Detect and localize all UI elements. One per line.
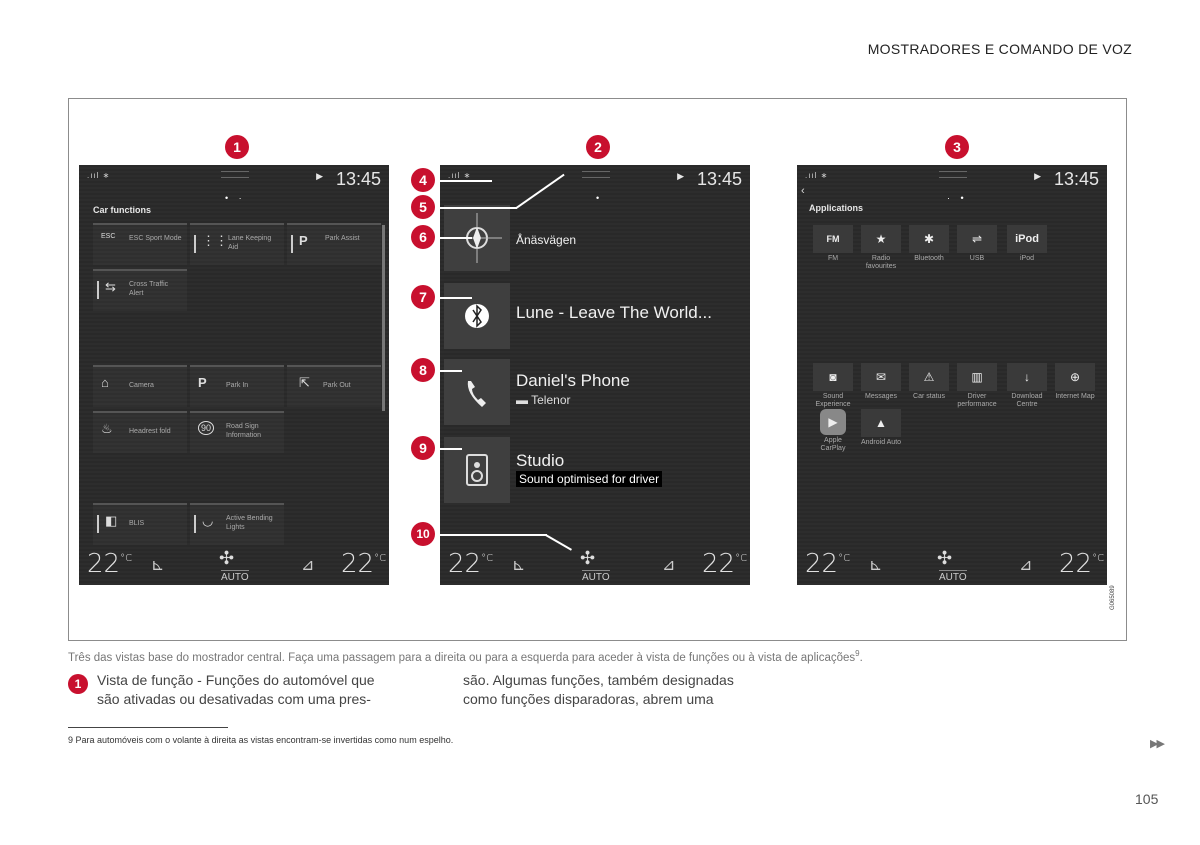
app-label: Radio favourites bbox=[865, 255, 897, 270]
callout-2: 2 bbox=[586, 135, 610, 159]
temp-left-value: 22 bbox=[805, 549, 839, 579]
leader-line-7 bbox=[432, 297, 472, 299]
app-usb[interactable] bbox=[955, 225, 999, 263]
fan-icon[interactable]: ✣ bbox=[580, 548, 596, 568]
auto-label[interactable]: AUTO bbox=[221, 572, 249, 583]
back-icon[interactable]: ‹ bbox=[801, 185, 805, 197]
page-indicator: • bbox=[596, 193, 604, 203]
navigation-tile[interactable] bbox=[440, 201, 750, 275]
app-bluetooth[interactable] bbox=[907, 225, 951, 263]
messages-icon: ✉ bbox=[861, 363, 901, 391]
clock: 13:45 bbox=[335, 169, 381, 189]
drag-handle[interactable] bbox=[939, 171, 967, 178]
tile-label: Park Out bbox=[323, 382, 351, 389]
tile-label: Camera bbox=[129, 382, 154, 389]
body-line: como funções disparadoras, abrem uma bbox=[463, 691, 714, 707]
tile-label: Cross Traffic Alert bbox=[129, 281, 169, 297]
navigation-title: Ånäsvägen bbox=[516, 233, 577, 247]
toggle-indicator bbox=[194, 515, 196, 533]
bending-lights-icon: ◡ bbox=[202, 513, 214, 528]
app-label: Sound Experience bbox=[815, 393, 851, 408]
status-bar bbox=[79, 165, 389, 193]
seat-heat-left-icon[interactable]: ⊾ bbox=[512, 557, 526, 574]
fan-icon[interactable]: ✣ bbox=[219, 548, 235, 568]
signal-icon: .ııl ∗ bbox=[805, 171, 829, 180]
image-code: G065089 bbox=[1110, 585, 1116, 610]
temp-left[interactable] bbox=[805, 549, 850, 579]
esc-icon: ESC bbox=[101, 233, 116, 240]
temp-unit: °C bbox=[120, 553, 133, 564]
caption-end: . bbox=[859, 651, 863, 664]
temp-right[interactable] bbox=[702, 549, 747, 579]
download-icon: ↓ bbox=[1007, 363, 1047, 391]
ipod-icon: iPod bbox=[1007, 225, 1047, 253]
app-sound-experience[interactable] bbox=[811, 363, 855, 409]
callout-1: 1 bbox=[225, 135, 249, 159]
tile-lane-keeping-aid[interactable] bbox=[190, 223, 284, 265]
app-label: Bluetooth bbox=[914, 255, 944, 262]
network-name: Telenor bbox=[531, 393, 571, 407]
tile-park-in[interactable] bbox=[190, 365, 284, 407]
clock: 13:45 bbox=[696, 169, 742, 189]
tile-label: Park In bbox=[226, 382, 249, 389]
toggle-indicator bbox=[194, 235, 196, 253]
leader-line-9 bbox=[432, 448, 462, 450]
tile-blis[interactable] bbox=[93, 503, 187, 545]
climate-bar bbox=[797, 543, 1107, 585]
tile-label: Headrest fold bbox=[129, 428, 171, 435]
seat-heat-left-icon[interactable]: ⊾ bbox=[151, 557, 165, 574]
tile-esc-sport-mode[interactable] bbox=[93, 223, 187, 265]
temp-left[interactable] bbox=[87, 549, 132, 579]
phone-icon bbox=[444, 359, 510, 425]
drag-handle[interactable] bbox=[582, 171, 610, 178]
android-auto-icon: ▲ bbox=[861, 409, 901, 437]
drag-handle[interactable] bbox=[221, 171, 249, 178]
app-label: Driver performance bbox=[957, 393, 997, 408]
callout-6: 6 bbox=[411, 225, 435, 249]
speaker-icon bbox=[444, 437, 510, 503]
temp-unit: °C bbox=[1092, 553, 1105, 564]
page-header-title: MOSTRADORES E COMANDO DE VOZ bbox=[867, 41, 1132, 57]
leader-line-8 bbox=[432, 370, 462, 372]
temp-left[interactable] bbox=[448, 549, 493, 579]
home-view-screen bbox=[440, 165, 750, 585]
app-label: iPod bbox=[1019, 255, 1034, 262]
app-label: Messages bbox=[865, 393, 897, 400]
app-apple-carplay[interactable] bbox=[811, 409, 855, 453]
tile-label: BLIS bbox=[129, 520, 145, 527]
temp-left-value: 22 bbox=[87, 549, 121, 579]
body-line: são ativadas ou desativadas com uma pres- bbox=[97, 691, 371, 707]
status-bar bbox=[440, 165, 750, 193]
headrest-icon: ♨ bbox=[101, 421, 113, 436]
section-title: Applications bbox=[809, 203, 864, 213]
app-ipod[interactable] bbox=[1005, 225, 1049, 263]
lane-icon: ⋮⋮ bbox=[202, 233, 228, 248]
scrollbar[interactable] bbox=[382, 225, 385, 411]
temp-unit: °C bbox=[481, 553, 494, 564]
page-indicator: · • bbox=[947, 193, 968, 203]
app-label: Apple CarPlay bbox=[820, 437, 846, 452]
app-android-auto[interactable] bbox=[859, 409, 903, 447]
fan-icon[interactable]: ✣ bbox=[937, 548, 953, 568]
leader-line-10 bbox=[432, 534, 547, 536]
phone-title: Daniel's Phone bbox=[516, 371, 630, 390]
footnote-number: 9 bbox=[68, 735, 74, 745]
function-view-screen bbox=[79, 165, 389, 585]
bluetooth-icon bbox=[444, 283, 510, 349]
temp-right[interactable] bbox=[341, 549, 386, 579]
app-car-status[interactable] bbox=[907, 363, 951, 401]
speaker-icon: ◙ bbox=[813, 363, 853, 391]
tile-label: Lane Keeping Aid bbox=[228, 235, 272, 251]
tile-active-bending-lights[interactable] bbox=[190, 503, 284, 545]
toggle-indicator bbox=[291, 235, 293, 253]
bar-chart-icon: ▥ bbox=[957, 363, 997, 391]
body-line: são. Algumas funções, também designadas bbox=[463, 672, 734, 688]
app-label: USB bbox=[969, 255, 985, 262]
app-driver-performance[interactable] bbox=[955, 363, 999, 409]
media-title: Lune - Leave The World... bbox=[516, 303, 712, 322]
tile-label: Road Sign Information bbox=[226, 423, 262, 439]
audio-subtitle: Sound optimised for driver bbox=[516, 471, 662, 487]
tile-park-out[interactable] bbox=[287, 365, 381, 407]
temp-unit: °C bbox=[735, 553, 748, 564]
road-sign-icon: 90 bbox=[198, 421, 214, 435]
auto-label[interactable]: AUTO bbox=[939, 572, 967, 583]
app-radio-favourites[interactable] bbox=[859, 225, 903, 271]
body-line: Vista de função - Funções do automóvel que bbox=[97, 672, 375, 688]
network-icon: ▬ bbox=[516, 393, 532, 407]
play-icon: ▶ bbox=[1034, 171, 1041, 181]
toggle-indicator bbox=[97, 515, 99, 533]
tile-label: Park Assist bbox=[325, 235, 360, 242]
page-number: 105 bbox=[1135, 791, 1159, 807]
page-indicator: • · bbox=[225, 193, 246, 203]
park-out-icon: ⇱ bbox=[299, 375, 310, 390]
signal-icon: .ııl ∗ bbox=[448, 171, 472, 180]
figure-caption bbox=[68, 649, 863, 664]
temp-unit: °C bbox=[374, 553, 387, 564]
usb-icon: ⇌ bbox=[957, 225, 997, 253]
app-label: Android Auto bbox=[860, 439, 902, 446]
audio-title: Studio bbox=[516, 451, 565, 470]
seat-heat-right-icon[interactable]: ⊿ bbox=[1019, 557, 1033, 574]
play-icon: ▶ bbox=[677, 171, 684, 181]
compass-icon: ⊕ bbox=[1055, 363, 1095, 391]
callout-4: 4 bbox=[411, 168, 435, 192]
temp-right-value: 22 bbox=[341, 549, 375, 579]
caption-text: Três das vistas base do mostrador central. Faça uma passagem para a direita ou para a esquerda para aceder à vista de funções ou à vista de aplicações bbox=[68, 651, 856, 664]
fm-icon: FM bbox=[813, 225, 853, 253]
tile-cross-traffic-alert[interactable] bbox=[93, 269, 187, 311]
footnote-text: Para automóveis com o volante à direita as vistas encontram-se invertidas como num espelho. bbox=[75, 735, 454, 745]
signal-icon: .ııl ∗ bbox=[87, 171, 111, 180]
tile-park-assist[interactable] bbox=[287, 223, 381, 265]
climate-bar bbox=[440, 543, 750, 585]
footnote-ref[interactable]: 9 bbox=[855, 649, 860, 658]
temp-right-value: 22 bbox=[702, 549, 736, 579]
blis-icon: ◧ bbox=[105, 513, 118, 528]
auto-label[interactable]: AUTO bbox=[582, 572, 610, 583]
app-internet-map[interactable] bbox=[1053, 363, 1097, 401]
climate-bar bbox=[79, 543, 389, 585]
app-label: Car status bbox=[913, 393, 945, 400]
warning-icon: ⚠ bbox=[909, 363, 949, 391]
callout-3: 3 bbox=[945, 135, 969, 159]
cross-traffic-icon: ⇆ bbox=[105, 279, 116, 294]
seat-heat-left-icon[interactable]: ⊾ bbox=[869, 557, 883, 574]
app-messages[interactable] bbox=[859, 363, 903, 401]
tile-headrest-fold[interactable] bbox=[93, 411, 187, 453]
audio-tile[interactable] bbox=[440, 433, 750, 507]
tile-camera[interactable] bbox=[93, 365, 187, 407]
app-fm[interactable] bbox=[811, 225, 855, 263]
tile-road-sign-information[interactable] bbox=[190, 411, 284, 453]
callout-7: 7 bbox=[411, 285, 435, 309]
phone-network bbox=[516, 393, 570, 407]
apps-view-screen bbox=[797, 165, 1107, 585]
clock: 13:45 bbox=[1053, 169, 1099, 189]
status-bar bbox=[797, 165, 1107, 193]
media-tile[interactable] bbox=[440, 279, 750, 353]
seat-heat-right-icon[interactable]: ⊿ bbox=[301, 557, 315, 574]
camera-icon: ⌂ bbox=[101, 375, 109, 390]
temp-right-value: 22 bbox=[1059, 549, 1093, 579]
seat-heat-right-icon[interactable]: ⊿ bbox=[662, 557, 676, 574]
bluetooth-icon: ✱ bbox=[909, 225, 949, 253]
app-label: Internet Map bbox=[1055, 393, 1095, 400]
app-label: Download Centre bbox=[1011, 393, 1043, 408]
footnote bbox=[68, 735, 453, 745]
tile-label: ESC Sport Mode bbox=[129, 235, 182, 242]
next-page-icon[interactable]: ▶▶ bbox=[1150, 738, 1163, 750]
app-download-centre[interactable] bbox=[1005, 363, 1049, 409]
callout-9: 9 bbox=[411, 436, 435, 460]
carplay-icon: ▶ bbox=[820, 409, 846, 435]
toggle-indicator bbox=[97, 281, 99, 299]
callout-10: 10 bbox=[411, 522, 435, 546]
callout-5: 5 bbox=[411, 195, 435, 219]
phone-tile[interactable] bbox=[440, 355, 750, 429]
temp-left-value: 22 bbox=[448, 549, 482, 579]
footnote-divider bbox=[68, 727, 228, 728]
leader-line-5 bbox=[432, 207, 517, 209]
star-icon: ★ bbox=[861, 225, 901, 253]
park-assist-icon: P bbox=[299, 233, 308, 248]
leader-line-6 bbox=[432, 237, 472, 239]
temp-right[interactable] bbox=[1059, 549, 1104, 579]
park-in-icon: P bbox=[198, 375, 207, 390]
play-icon: ▶ bbox=[316, 171, 323, 181]
section-title: Car functions bbox=[93, 205, 152, 215]
temp-unit: °C bbox=[838, 553, 851, 564]
body-column-2 bbox=[463, 671, 734, 709]
tile-label: Active Bending Lights bbox=[226, 515, 273, 531]
body-column-1 bbox=[97, 671, 375, 709]
leader-line-4 bbox=[432, 180, 492, 182]
callout-8: 8 bbox=[411, 358, 435, 382]
item-number-1: 1 bbox=[68, 674, 88, 694]
app-label: FM bbox=[827, 255, 839, 262]
